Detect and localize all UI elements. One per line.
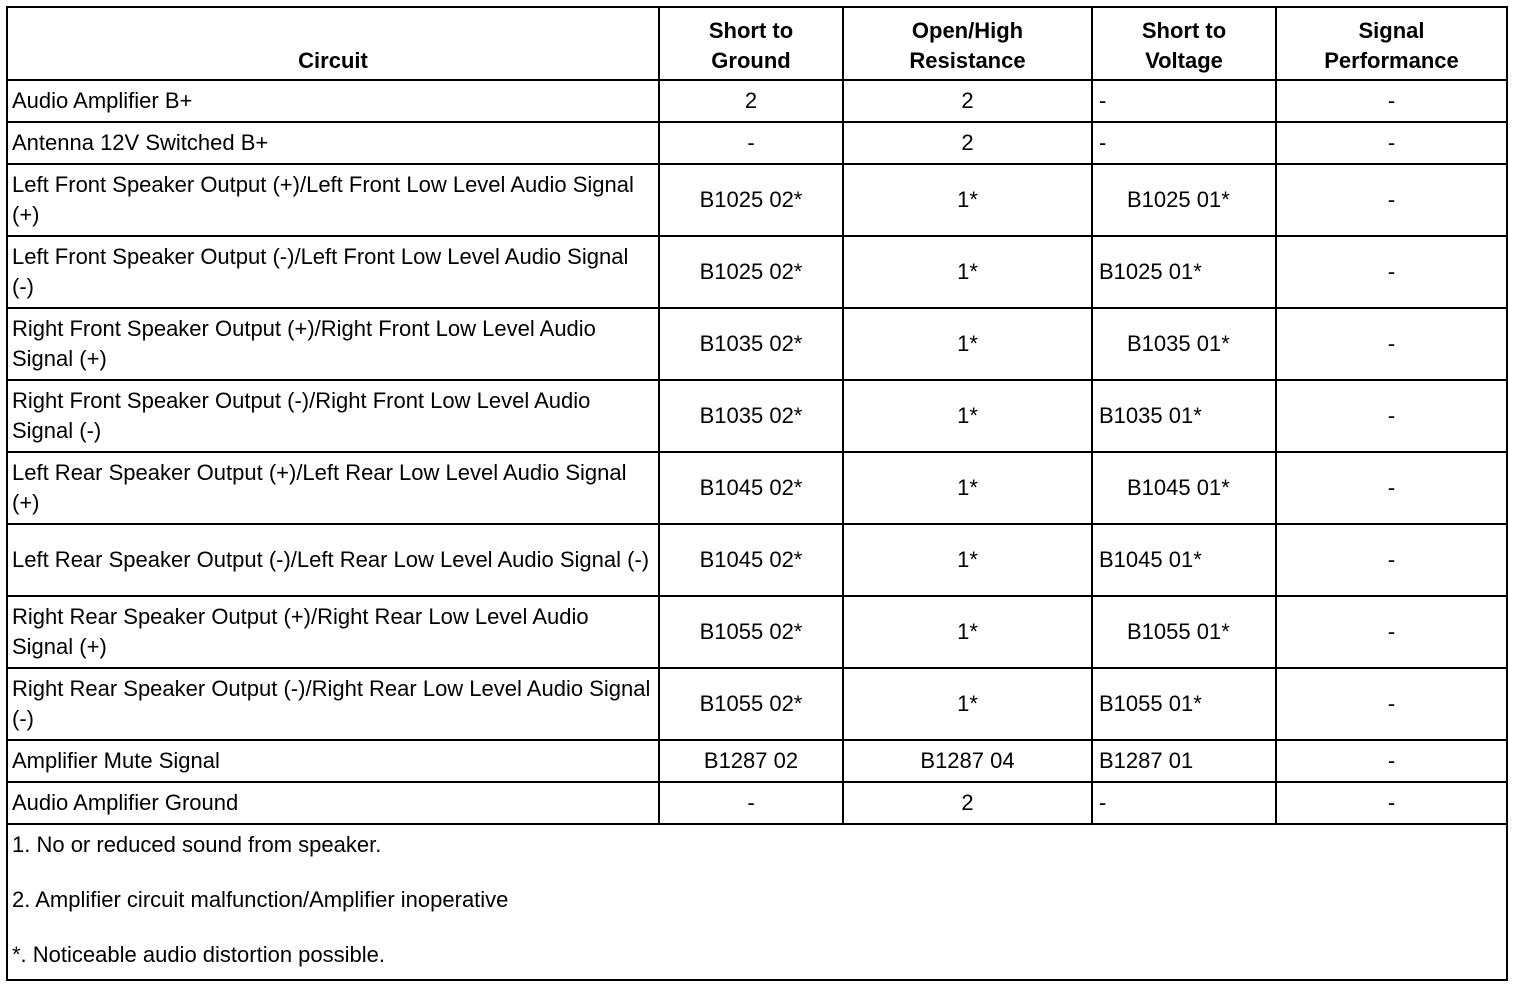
short-to-voltage-cell: B1055 01* [1092,668,1276,740]
short-to-ground-cell: B1055 02* [659,668,843,740]
short-to-ground-cell: - [659,782,843,824]
circuit-cell: Right Front Speaker Output (+)/Right Front Low Level Audio Signal (+) [8,308,659,380]
open-high-resistance-cell: 1* [843,380,1092,452]
circuit-cell: Right Rear Speaker Output (+)/Right Rear Low Level Audio Signal (+) [8,596,659,668]
open-high-resistance-cell: 1* [843,524,1092,596]
signal-performance-cell: - [1276,380,1506,452]
note-asterisk: *. Noticeable audio distortion possible. [12,942,386,967]
note-2: 2. Amplifier circuit malfunction/Amplifier inoperative [12,887,509,912]
circuit-fault-table [8,8,1506,973]
open-high-resistance-cell: 1* [843,164,1092,236]
short-to-voltage-cell: B1025 01* [1092,236,1276,308]
short-to-voltage-cell: B1055 01* [1092,596,1276,668]
notes-cell [8,824,1506,973]
short-to-voltage-cell: B1035 01* [1092,380,1276,452]
table-row [8,524,1506,596]
short-to-voltage-cell: B1045 01* [1092,524,1276,596]
signal-performance-cell: - [1276,80,1506,122]
short-to-ground-cell: B1045 02* [659,452,843,524]
signal-performance-cell: - [1276,596,1506,668]
short-to-ground-cell: B1035 02* [659,308,843,380]
table-row [8,122,1506,164]
table-row [8,380,1506,452]
open-high-resistance-cell: B1287 04 [843,740,1092,782]
signal-performance-cell: - [1276,782,1506,824]
table-row [8,308,1506,380]
circuit-cell: Left Front Speaker Output (+)/Left Front Low Level Audio Signal (+) [8,164,659,236]
signal-performance-cell: - [1276,452,1506,524]
header-signal-performance: Signal Performance [1276,8,1506,80]
short-to-ground-cell: B1045 02* [659,524,843,596]
short-to-voltage-cell: - [1092,782,1276,824]
table-row [8,668,1506,740]
table-row [8,164,1506,236]
short-to-ground-cell: B1025 02* [659,164,843,236]
table-row [8,452,1506,524]
circuit-cell: Left Rear Speaker Output (-)/Left Rear Low Level Audio Signal (-) [8,524,659,596]
short-to-voltage-cell: - [1092,122,1276,164]
short-to-voltage-cell: - [1092,80,1276,122]
open-high-resistance-cell: 2 [843,122,1092,164]
open-high-resistance-cell: 2 [843,782,1092,824]
signal-performance-cell: - [1276,668,1506,740]
short-to-voltage-cell: B1045 01* [1092,452,1276,524]
short-to-ground-cell: B1035 02* [659,380,843,452]
short-to-voltage-cell: B1035 01* [1092,308,1276,380]
short-to-ground-cell: B1025 02* [659,236,843,308]
circuit-cell: Right Rear Speaker Output (-)/Right Rear Low Level Audio Signal (-) [8,668,659,740]
circuit-cell: Audio Amplifier Ground [8,782,659,824]
header-short-to-ground: Short to Ground [659,8,843,80]
header-row [8,8,1506,80]
header-open-high-resistance: Open/High Resistance [843,8,1092,80]
short-to-ground-cell: B1055 02* [659,596,843,668]
header-circuit: Circuit [8,8,659,80]
table-row [8,782,1506,824]
circuit-cell: Audio Amplifier B+ [8,80,659,122]
open-high-resistance-cell: 1* [843,236,1092,308]
short-to-ground-cell: B1287 02 [659,740,843,782]
signal-performance-cell: - [1276,122,1506,164]
open-high-resistance-cell: 1* [843,308,1092,380]
circuit-cell: Amplifier Mute Signal [8,740,659,782]
table-row [8,80,1506,122]
notes-row [8,824,1506,973]
table-row [8,740,1506,782]
signal-performance-cell: - [1276,236,1506,308]
note-1: 1. No or reduced sound from speaker. [12,832,382,857]
diagnostic-table-frame [6,6,1508,981]
signal-performance-cell: - [1276,740,1506,782]
short-to-ground-cell: - [659,122,843,164]
short-to-voltage-cell: B1025 01* [1092,164,1276,236]
open-high-resistance-cell: 1* [843,452,1092,524]
circuit-cell: Antenna 12V Switched B+ [8,122,659,164]
open-high-resistance-cell: 1* [843,596,1092,668]
table-row [8,596,1506,668]
short-to-ground-cell: 2 [659,80,843,122]
circuit-cell: Left Front Speaker Output (-)/Left Front Low Level Audio Signal (-) [8,236,659,308]
circuit-cell: Right Front Speaker Output (-)/Right Front Low Level Audio Signal (-) [8,380,659,452]
circuit-cell: Left Rear Speaker Output (+)/Left Rear Low Level Audio Signal (+) [8,452,659,524]
signal-performance-cell: - [1276,164,1506,236]
table-row [8,236,1506,308]
open-high-resistance-cell: 1* [843,668,1092,740]
short-to-voltage-cell: B1287 01 [1092,740,1276,782]
signal-performance-cell: - [1276,308,1506,380]
open-high-resistance-cell: 2 [843,80,1092,122]
header-short-to-voltage: Short to Voltage [1092,8,1276,80]
signal-performance-cell: - [1276,524,1506,596]
